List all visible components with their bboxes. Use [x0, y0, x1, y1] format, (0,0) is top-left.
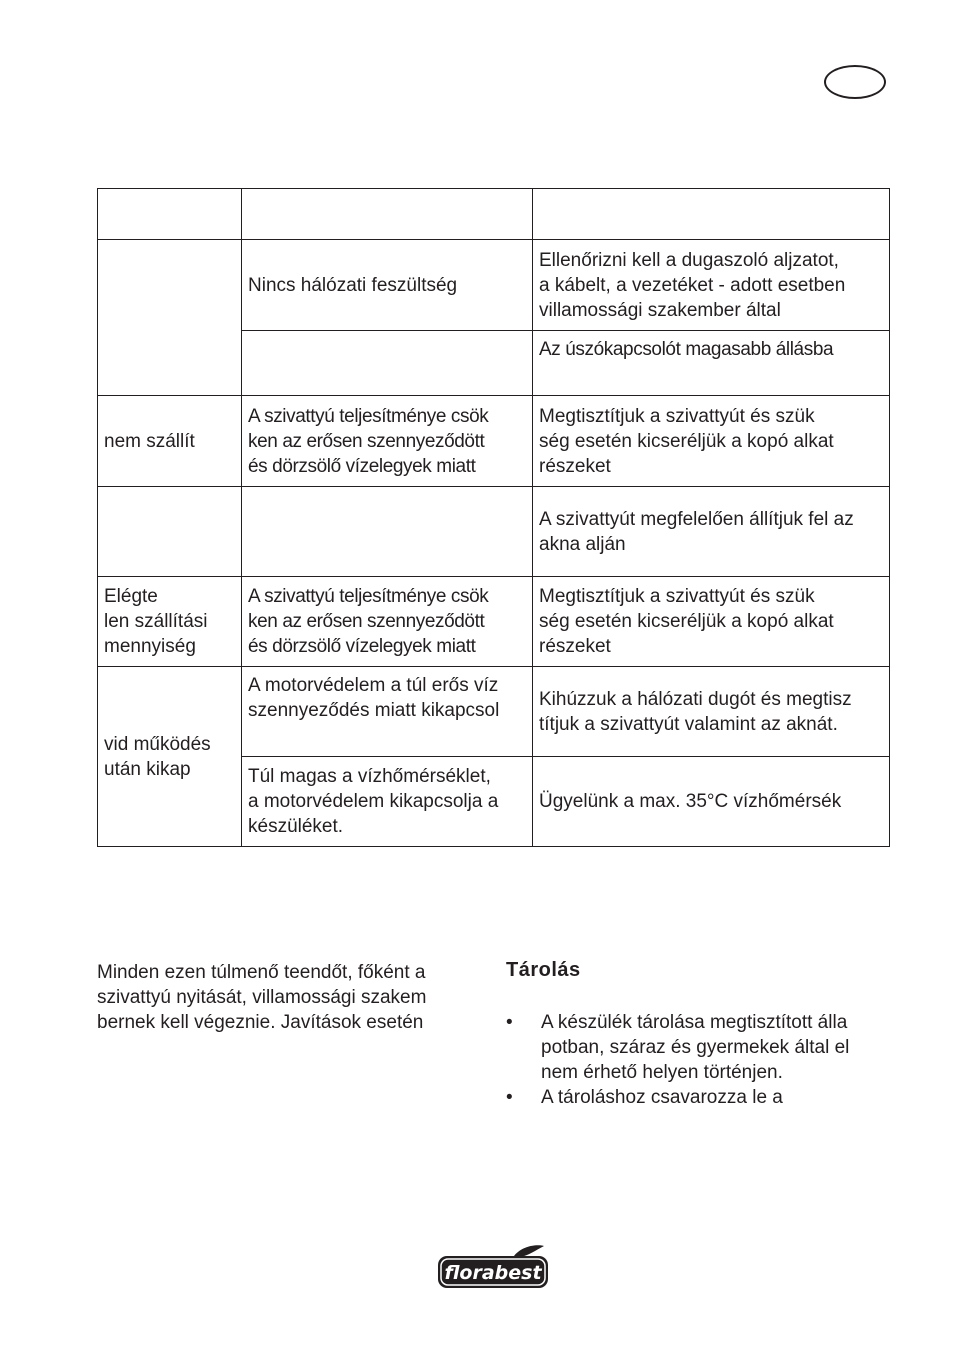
logo-text: florabest [444, 1262, 542, 1284]
table-row [98, 240, 890, 331]
cause-line: A szivattyú teljesítménye csök [248, 405, 489, 427]
storage-list [506, 1010, 889, 1110]
remedy-line: villamossági szakember által [539, 299, 781, 321]
cause-cell [242, 757, 533, 847]
list-item [506, 1010, 889, 1085]
table-row [98, 577, 890, 667]
remedy-line: ség esetén kicseréljük a kopó alkat [539, 611, 834, 632]
problem-cell [98, 396, 242, 487]
cause-line: a motorvédelem kikapcsolja a [248, 791, 499, 812]
problem-line: mennyiség [104, 636, 196, 657]
problem-line: Elégte [104, 586, 158, 607]
remedy-cell [533, 240, 890, 331]
remedy-cell [533, 487, 890, 577]
leaf-icon [514, 1245, 544, 1257]
remedy-line: Megtisztítjuk a szivattyút és szük [539, 586, 815, 607]
table-row [98, 667, 890, 757]
remedy-cell [533, 396, 890, 487]
troubleshooting-table [97, 188, 890, 847]
problem-cell [98, 240, 242, 396]
table-row [98, 396, 890, 487]
florabest-logo [436, 1244, 550, 1290]
paragraph-line: bernek kell végeznie. Javítások esetén [97, 1012, 424, 1033]
remedy-line: részeket [539, 636, 611, 657]
cause-line: ken az erősen szennyeződött [248, 430, 485, 452]
cause-line: A szivattyú teljesítménye csök [248, 586, 489, 607]
cause-line: Túl magas a vízhőmérséklet, [248, 766, 491, 787]
list-item [506, 1085, 889, 1110]
cause-cell [242, 396, 533, 487]
remedy-line: títjuk a szivattyút valamint az aknát. [539, 713, 838, 735]
cause-cell [242, 487, 533, 577]
service-paragraph [97, 960, 467, 1035]
cause-line: ken az erősen szennyeződött [248, 611, 485, 632]
remedy-cell [533, 577, 890, 667]
header-cell-remedy [533, 189, 890, 240]
problem-line: len szállítási [104, 611, 208, 632]
problem-line: után kikap [104, 758, 191, 780]
storage-heading: Tárolás [506, 959, 581, 981]
remedy-line: részeket [539, 455, 611, 477]
remedy-line: A szivattyút megfelelően állítjuk fel az [539, 508, 854, 530]
cause-cell [242, 240, 533, 331]
problem-line: vid működés [104, 733, 211, 755]
cause-cell [242, 667, 533, 757]
paragraph-line: Minden ezen túlmenő teendőt, főként a [97, 962, 426, 983]
table-header-row [98, 189, 890, 240]
cause-line: és dörzsölő vízelegyek miatt [248, 455, 476, 477]
problem-cell [98, 487, 242, 577]
remedy-line: Ellenőrizni kell a dugaszoló aljzatot, [539, 249, 839, 271]
list-item-line: A készülék tárolása megtisztított álla [541, 1012, 848, 1033]
list-item-line: nem érhető helyen történjen. [541, 1062, 783, 1083]
remedy-line: ség esetén kicseréljük a kopó alkat [539, 430, 834, 452]
cause-cell [242, 331, 533, 396]
paragraph-line: szivattyú nyitását, villamossági szakem [97, 987, 427, 1008]
cause-line: Nincs hálózati feszültség [248, 274, 458, 296]
remedy-cell [533, 667, 890, 757]
header-cell-problem [98, 189, 242, 240]
cause-line: készüléket. [248, 816, 344, 837]
table-row [98, 487, 890, 577]
bullet-icon: • [506, 1012, 513, 1033]
cause-line: szennyeződés miatt kikapcsol [248, 700, 500, 721]
list-item-line: A tároláshoz csavarozza le a [541, 1087, 783, 1108]
remedy-line: a kábelt, a vezetéket - adott esetben [539, 274, 846, 296]
remedy-line: akna alján [539, 533, 626, 555]
remedy-line: Ügyelünk a max. 35°C vízhőmérsék [539, 791, 842, 812]
remedy-line: Kihúzzuk a hálózati dugót és megtisz [539, 688, 852, 710]
problem-line: nem szállít [104, 430, 195, 452]
cause-cell [242, 577, 533, 667]
header-cell-cause [242, 189, 533, 240]
list-item-line: potban, száraz és gyermekek által el [541, 1037, 850, 1058]
remedy-line: Az úszókapcsolót magasabb állásba [539, 339, 834, 360]
problem-cell [98, 667, 242, 847]
problem-cell [98, 577, 242, 667]
cause-line: A motorvédelem a túl erős víz [248, 675, 499, 696]
bullet-icon: • [506, 1087, 513, 1108]
cause-line: és dörzsölő vízelegyek miatt [248, 636, 476, 657]
language-badge [824, 65, 886, 99]
remedy-cell [533, 331, 890, 396]
remedy-cell [533, 757, 890, 847]
remedy-line: Megtisztítjuk a szivattyút és szük [539, 405, 815, 427]
